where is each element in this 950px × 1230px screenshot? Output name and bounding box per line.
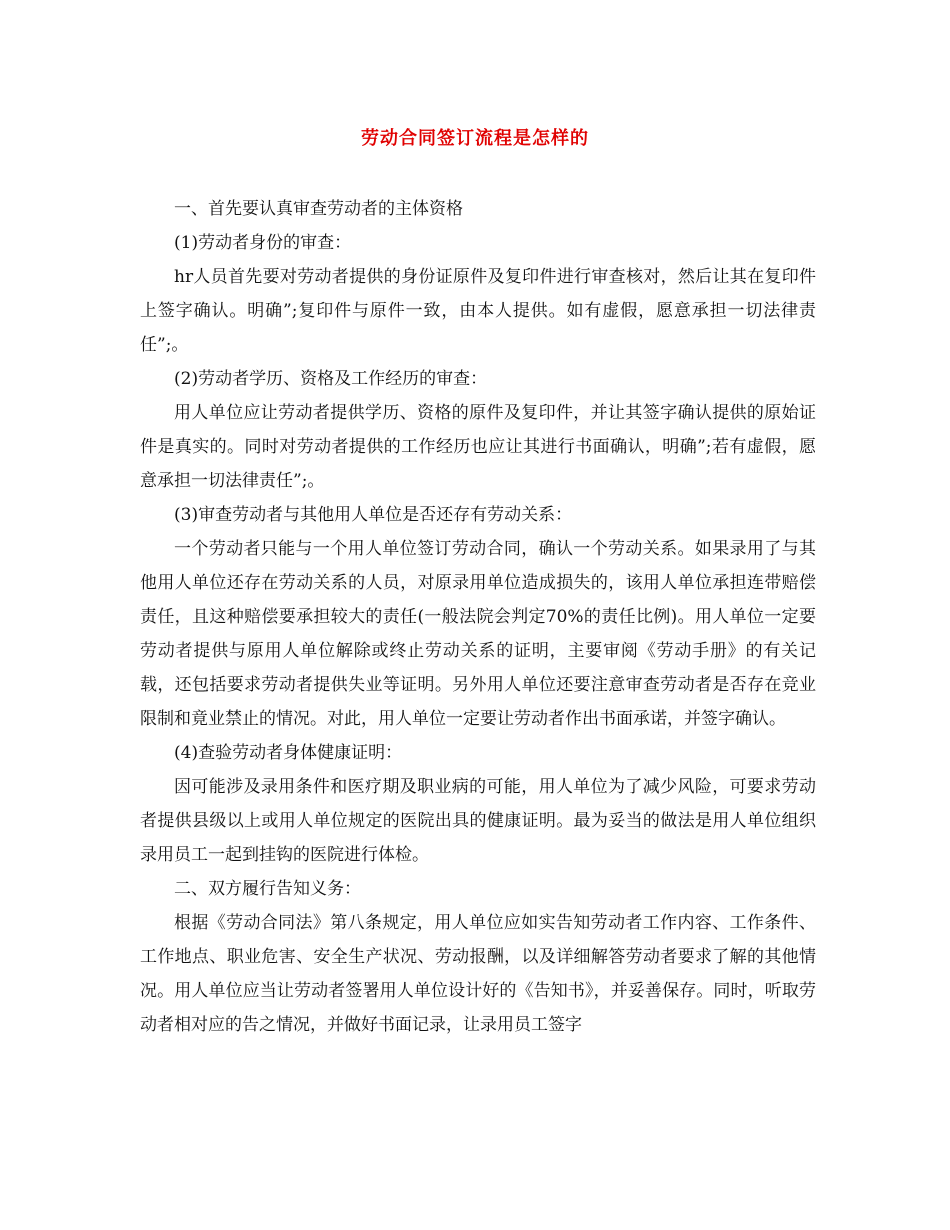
subheading-identity-review: (1)劳动者身份的审查： <box>174 233 352 253</box>
subheading-health-check: (4)查验劳动者身体健康证明： <box>174 743 403 763</box>
paragraph-education-review: 用人单位应让劳动者提供学历、资格的原件及复印件，并让其签字确认提供的原始证件是真实的。同时对劳动者提供的工作经历也应让其进行书面确认，明确”;若有虚假，愿意承担一切法律责任”;。 <box>140 403 816 491</box>
subheading-labor-relation-review: (3)审查劳动者与其他用人单位是否还存有劳动关系： <box>174 505 573 525</box>
section-heading-1: 一、首先要认真审查劳动者的主体资格 <box>174 199 463 219</box>
paragraph-identity-review: hr人员首先要对劳动者提供的身份证原件及复印件进行审查核对，然后让其在复印件上签字确认。明确”;复印件与原件一致，由本人提供。如有虚假，愿意承担一切法律责任”;。 <box>140 267 816 355</box>
section-heading-2: 二、双方履行告知义务： <box>174 879 361 899</box>
paragraph-notification-duty: 根据《劳动合同法》第八条规定，用人单位应如实告知劳动者工作内容、工作条件、工作地点、职业危害、安全生产状况、劳动报酬，以及详细解答劳动者要求了解的其他情况。用人单位应当让劳动者签署用人单位设计好的《告知书》，并妥善保存。同时，听取劳动者相对应的告之情况，并做好书面记录，让录用员工签字 <box>140 913 816 1035</box>
paragraph-labor-relation-review: 一个劳动者只能与一个用人单位签订劳动合同，确认一个劳动关系。如果录用了与其他用人单位还存在劳动关系的人员，对原录用单位造成损失的，该用人单位承担连带赔偿责任，且这种赔偿要承担较大的责任(一般法院会判定70%的责任比例)。用人单位一定要劳动者提供与原用人单位解除或终止劳动关系的证明，主要审阅《劳动手册》的有关记载，还包括要求劳动者提供失业等证明。另外用人单位还要注意审查劳动者是否存在竞业限制和竟业禁止的情况。对此，用人单位一定要让劳动者作出书面承诺，并签字确认。 <box>140 539 816 729</box>
document-title: 劳动合同签订流程是怎样的 <box>361 128 589 149</box>
subheading-education-review: (2)劳动者学历、资格及工作经历的审查： <box>174 369 488 389</box>
paragraph-health-check: 因可能涉及录用条件和医疗期及职业病的可能，用人单位为了减少风险，可要求劳动者提供县级以上或用人单位规定的医院出具的健康证明。最为妥当的做法是用人单位组织录用员工一起到挂钩的医院进行体检。 <box>140 777 816 865</box>
document-body <box>140 192 816 1042</box>
